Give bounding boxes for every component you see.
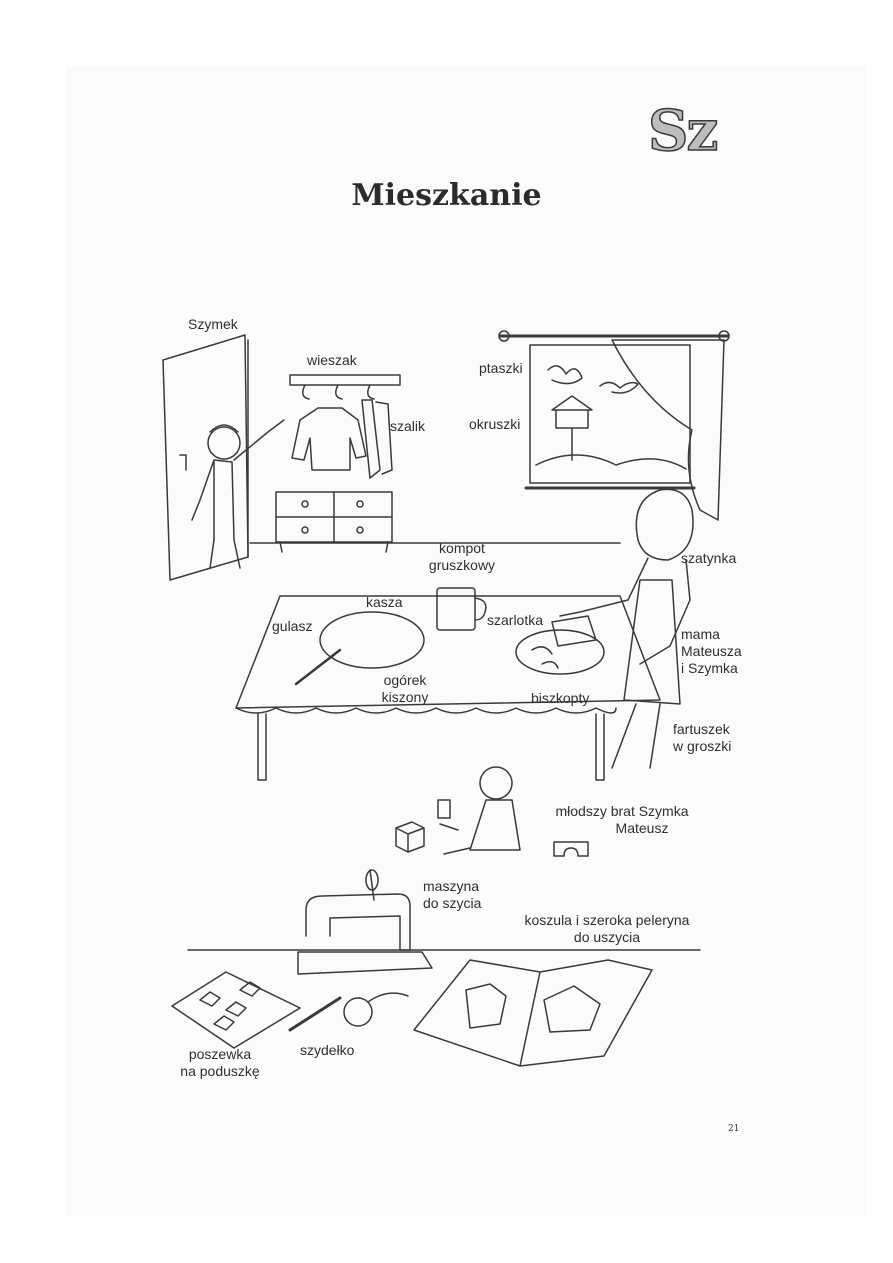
boy-szymek-icon [208,427,240,459]
chapter-letter: Sz [648,98,717,164]
label-biszkopty: biszkopty [531,690,590,706]
cup-icon [438,800,450,818]
label-fartuszek: fartuszek w groszki [673,721,732,754]
label-szalik: szalik [390,418,426,434]
birdhouse-icon [552,396,592,460]
crochet-hook-icon [290,998,340,1030]
curtain-icon [612,340,724,520]
mug-icon [437,588,475,630]
label-szydelko: szydełko [300,1042,355,1058]
label-szarlotka: szarlotka [487,612,544,628]
plate-icon [320,612,424,668]
pattern-book-icon [414,960,652,1066]
arch-block-icon [554,842,588,856]
table-icon [236,596,660,708]
label-koszula: koszula i szeroka peleryna do uszycia [524,912,690,945]
label-ogorek: ogórek kiszony [381,672,429,705]
pillowcase-icon [172,972,300,1048]
jacket-icon [292,408,366,470]
label-kasza: kasza [366,594,403,610]
label-gulasz: gulasz [272,618,313,634]
label-maszyna: maszyna do szycia [423,878,482,911]
label-szatynka: szatynka [681,550,737,566]
label-okruszki: okruszki [469,416,521,432]
scarf-icon [362,400,392,478]
label-brat: młodszy brat Szymka Mateusz [555,803,689,836]
label-ptaszki: ptaszki [479,360,523,376]
toddler-icon [480,767,512,799]
label-kompot: kompot gruszkowy [428,540,496,573]
page-number: 21 [728,1124,740,1134]
label-poszewka: poszewka na poduszkę [180,1046,260,1079]
label-szymek: Szymek [188,316,238,332]
coat-rack-icon [290,375,400,385]
sewing-machine-icon [306,894,410,950]
label-wieszak: wieszak [307,352,357,368]
bird-icon [548,366,582,384]
label-mama: mama Mateusza i Szymka [681,626,742,676]
page-title: Mieszkanie [351,178,542,213]
cake-plate-icon [516,630,604,674]
block-icon [396,822,424,852]
